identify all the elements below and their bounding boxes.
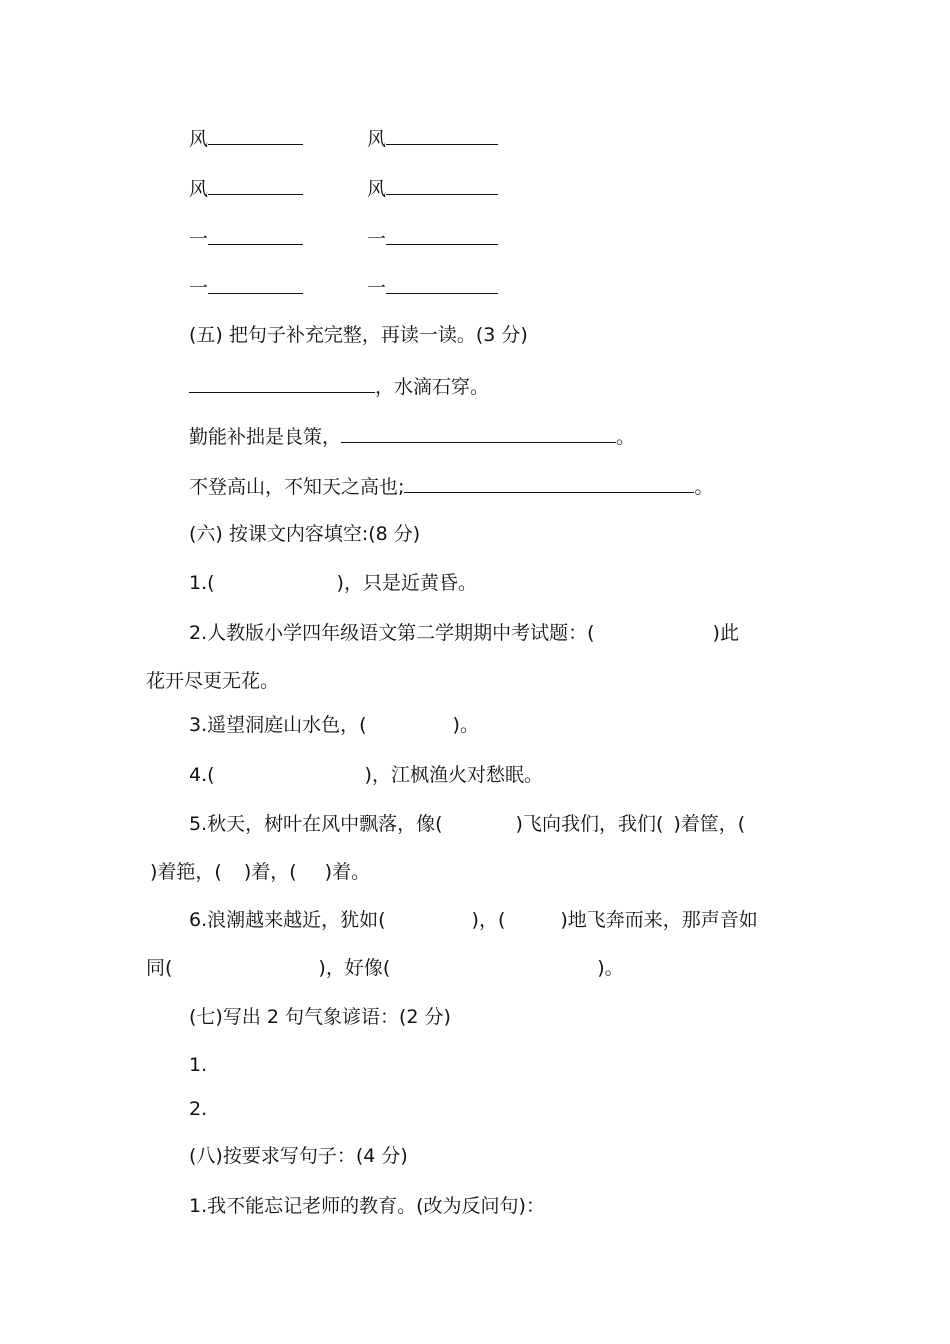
fill-row-2-right: 风	[367, 175, 498, 201]
section-6-heading: (六) 按课文内容填空:(8 分)	[189, 523, 421, 545]
fill-row-3-left: 一	[189, 225, 303, 251]
section-7-heading: (七)写出 2 句气象谚语：(2 分)	[189, 1006, 451, 1028]
section-6-q6-cont: 同( )，好像( )。	[146, 957, 624, 979]
section-6-q3: 3.遥望洞庭山水色，( )。	[189, 714, 479, 736]
fill-row-4-left: 一	[189, 274, 303, 300]
fill-row-1-left: 风	[189, 125, 303, 151]
answer-blank[interactable]	[208, 274, 303, 294]
fill-row-4-right: 一	[367, 274, 498, 300]
section-6-q6: 6.浪潮越来越近，犹如( )，( )地飞奔而来，那声音如	[189, 909, 758, 931]
answer-blank[interactable]	[189, 373, 375, 393]
section-6-q2-cont: 花开尽更无花。	[146, 670, 280, 692]
section-7-item-1: 1.	[189, 1054, 208, 1076]
fill-row-2-left: 风	[189, 175, 303, 201]
answer-blank[interactable]	[386, 225, 498, 245]
fill-row-3-right: 一	[367, 225, 498, 251]
section-6-q4: 4.( )，江枫渔火对愁眠。	[189, 764, 543, 786]
section-5-heading: (五) 把句子补充完整，再读一读。(3 分)	[189, 324, 528, 346]
section-8-item-1: 1.我不能忘记老师的教育。(改为反问句)：	[189, 1195, 545, 1217]
fill-row-1-right: 风	[367, 125, 498, 151]
answer-blank[interactable]	[386, 125, 498, 145]
answer-blank[interactable]	[386, 274, 498, 294]
answer-blank[interactable]	[208, 175, 303, 195]
answer-blank[interactable]	[404, 473, 694, 493]
section-6-q1: 1.( )，只是近黄昏。	[189, 572, 477, 594]
section-8-heading: (八)按要求写句子：(4 分)	[189, 1145, 408, 1167]
section-6-q2: 2.人教版小学四年级语文第二学期期中考试题：( )此	[189, 622, 739, 644]
section-5-sentence-1: ，水滴石穿。	[189, 373, 489, 399]
answer-blank[interactable]	[386, 175, 498, 195]
answer-blank[interactable]	[208, 125, 303, 145]
answer-blank[interactable]	[208, 225, 303, 245]
section-6-q5-cont: )着筢，( )着，( )着。	[150, 861, 371, 883]
section-5-sentence-2: 勤能补拙是良策， 。	[189, 423, 635, 449]
answer-blank[interactable]	[341, 423, 616, 443]
section-6-q5: 5.秋天，树叶在风中飘落，像( )飞向我们，我们( )着筐，(	[189, 813, 746, 835]
section-5-sentence-3: 不登高山，不知天之高也; 。	[189, 473, 713, 499]
section-7-item-2: 2.	[189, 1098, 208, 1120]
